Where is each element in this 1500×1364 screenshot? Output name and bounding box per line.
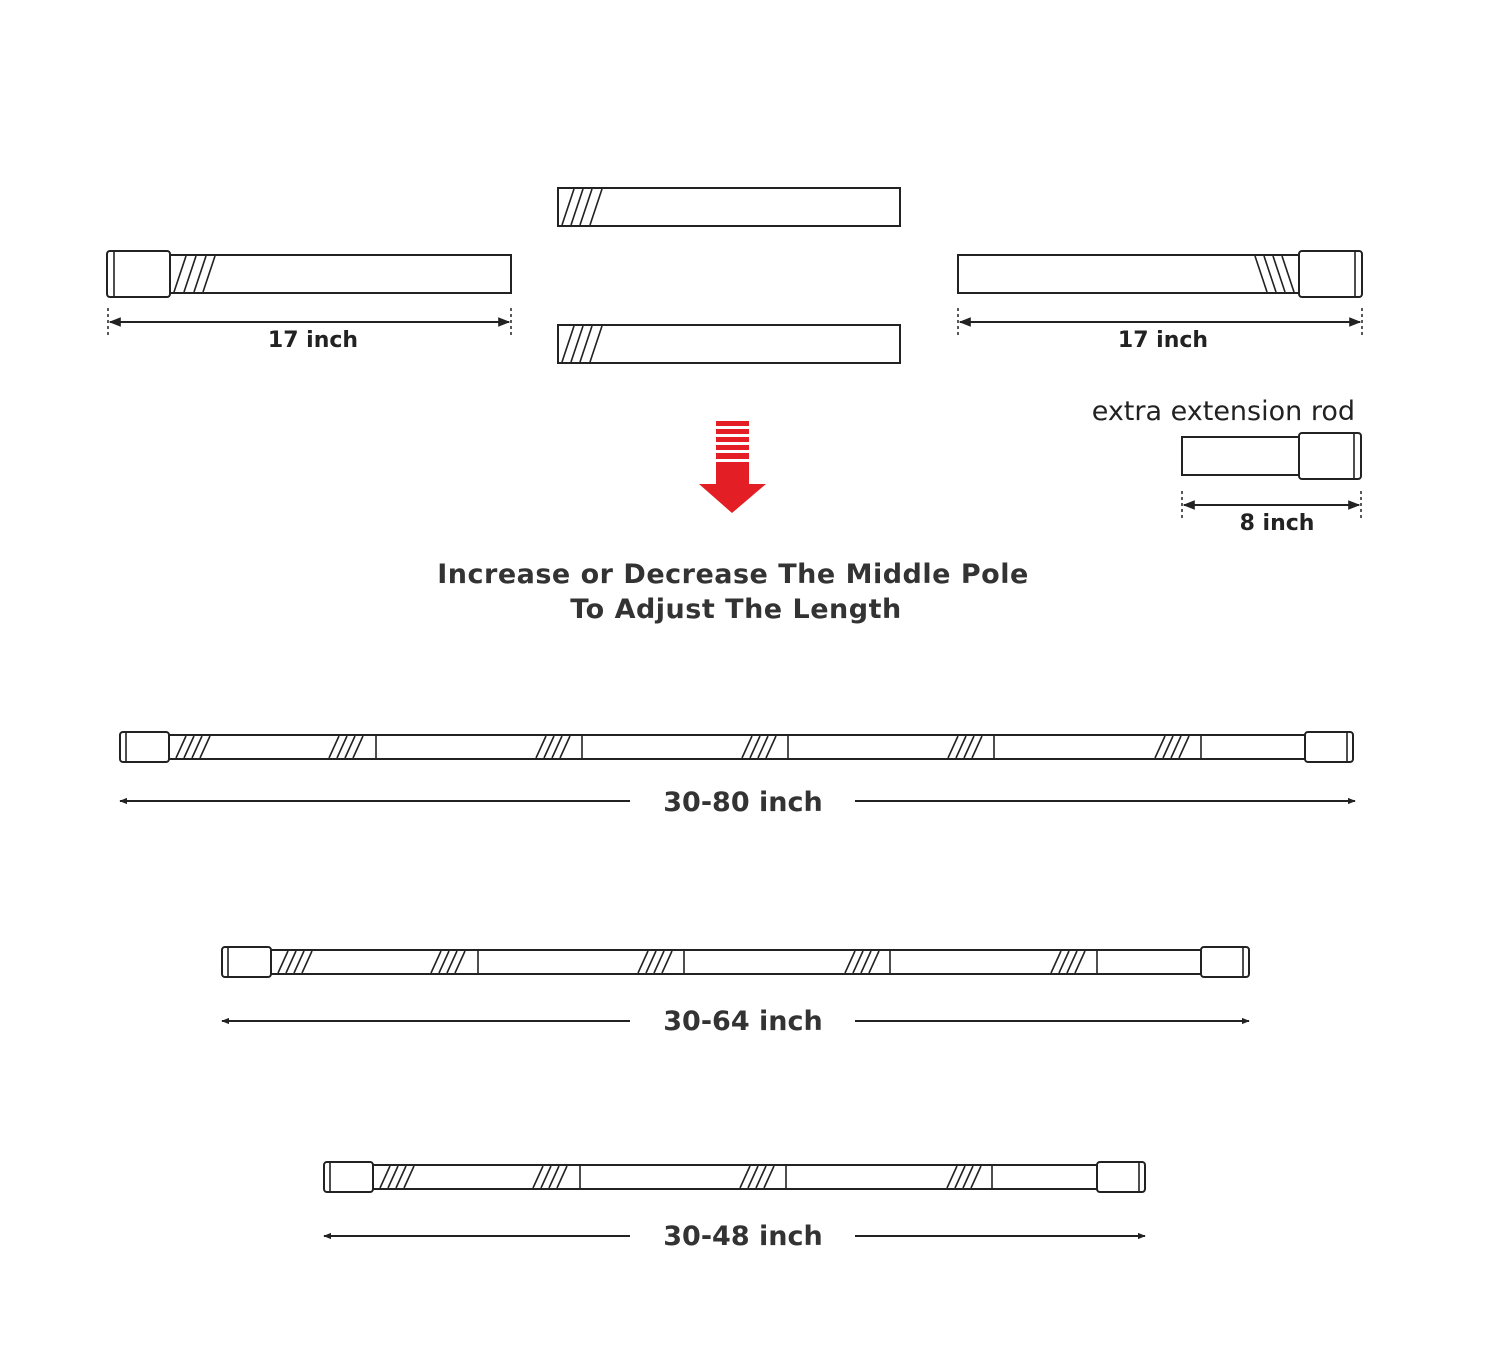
range-label-medium: 30-64 inch <box>663 1006 823 1037</box>
right-rod-length-label: 17 inch <box>1117 328 1209 353</box>
caption-line-1: Increase or Decrease The Middle Pole <box>437 559 1029 590</box>
assembled-rod-medium <box>222 947 1249 1037</box>
middle-rod-top <box>558 188 900 226</box>
middle-rod-bottom <box>558 325 900 363</box>
left-rod-length-label: 17 inch <box>267 328 359 353</box>
assembled-rod-long <box>120 732 1355 818</box>
assembled-rod-short <box>324 1162 1145 1252</box>
extension-rod-label: extra extension rod <box>1091 396 1355 427</box>
left-end-rod <box>107 251 511 297</box>
right-rod-dimension <box>958 308 1362 353</box>
caption-line-2: To Adjust The Length <box>570 594 902 625</box>
down-arrow-icon <box>699 421 766 513</box>
range-label-long: 30-80 inch <box>663 787 823 818</box>
extension-rod-length-label: 8 inch <box>1239 511 1315 536</box>
right-end-rod <box>958 251 1362 297</box>
extension-rod-dimension <box>1182 491 1361 536</box>
range-label-short: 30-48 inch <box>663 1221 823 1252</box>
extension-rod <box>1092 396 1361 479</box>
left-rod-dimension <box>108 308 511 353</box>
